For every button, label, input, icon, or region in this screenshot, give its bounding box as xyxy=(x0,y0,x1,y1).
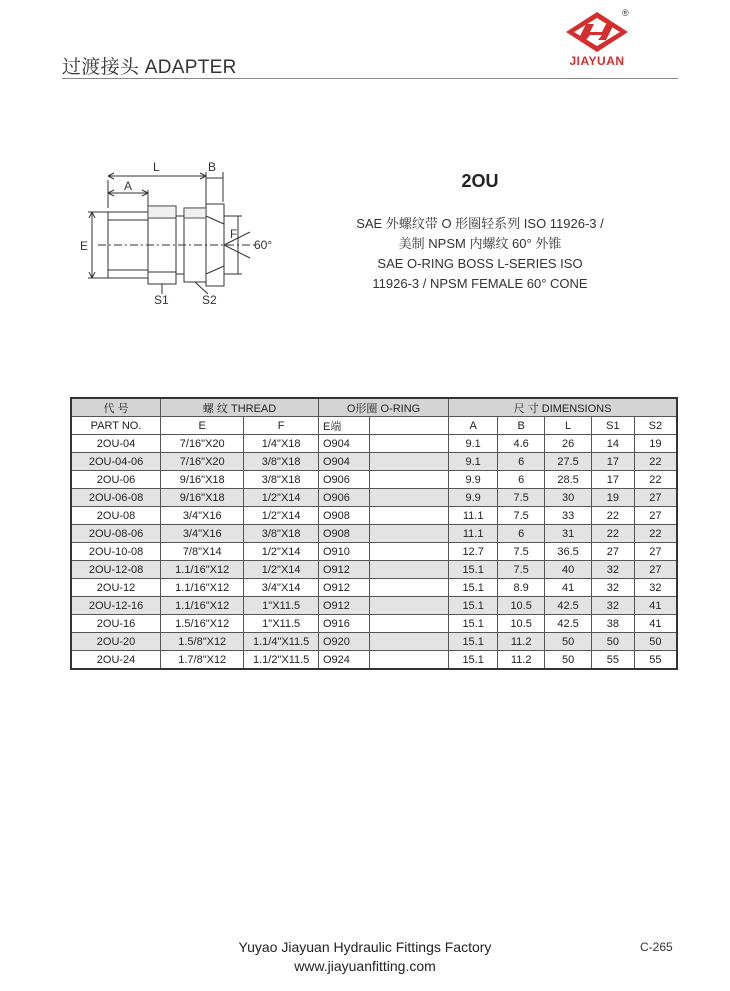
table-cell: 55 xyxy=(592,651,635,670)
dim-label-S1: S1 xyxy=(154,293,169,307)
table-cell: 2OU-20 xyxy=(71,633,161,651)
table-cell: 7.5 xyxy=(498,561,545,579)
table-cell: 15.1 xyxy=(449,579,498,597)
table-cell: 1.1/16"X12 xyxy=(161,597,244,615)
table-row xyxy=(71,525,677,543)
table-cell: 1/2"X14 xyxy=(244,489,319,507)
column-header: S1 xyxy=(592,417,635,435)
table-cell: 27 xyxy=(634,507,677,525)
footer-website[interactable]: www.jiayuanfitting.com xyxy=(294,958,436,974)
table-cell xyxy=(370,651,449,670)
table-cell: O904 xyxy=(318,453,369,471)
table-cell xyxy=(370,561,449,579)
table-cell: 2OU-24 xyxy=(71,651,161,670)
table-cell: 2OU-06-08 xyxy=(71,489,161,507)
table-cell: 2OU-08 xyxy=(71,507,161,525)
description-line: SAE O-RING BOSS L-SERIES ISO xyxy=(377,256,583,271)
table-cell: 2OU-16 xyxy=(71,615,161,633)
table-cell: 9/16"X18 xyxy=(161,471,244,489)
table-cell: 15.1 xyxy=(449,633,498,651)
header-code: 代 号 xyxy=(71,398,161,417)
table-cell xyxy=(370,489,449,507)
page-number: C-265 xyxy=(640,940,673,954)
column-header: A xyxy=(449,417,498,435)
dim-label-S2: S2 xyxy=(202,293,217,307)
fitting-drawing xyxy=(78,160,298,310)
table-row xyxy=(71,543,677,561)
table-cell: 32 xyxy=(634,579,677,597)
table-cell: 11.1 xyxy=(449,507,498,525)
table-cell: 15.1 xyxy=(449,561,498,579)
table-cell: 9.1 xyxy=(449,435,498,453)
table-cell: 7/16"X20 xyxy=(161,453,244,471)
table-cell: 40 xyxy=(545,561,592,579)
table-cell: 10.5 xyxy=(498,615,545,633)
table-cell: 9.9 xyxy=(449,471,498,489)
table-cell xyxy=(370,507,449,525)
table-cell: 27.5 xyxy=(545,453,592,471)
table-cell: 27 xyxy=(634,543,677,561)
table-cell: 1/2"X14 xyxy=(244,561,319,579)
description-line: SAE 外螺纹带 O 形圈轻系列 ISO 11926-3 / xyxy=(356,216,604,231)
table-cell: O916 xyxy=(318,615,369,633)
dim-label-E: E xyxy=(80,239,89,253)
table-cell: O906 xyxy=(318,471,369,489)
table-cell: 3/8"X18 xyxy=(244,471,319,489)
table-cell: O904 xyxy=(318,435,369,453)
column-header: E端 xyxy=(318,417,369,435)
table-row xyxy=(71,597,677,615)
column-header: PART NO. xyxy=(71,417,161,435)
table-cell: 7/16"X20 xyxy=(161,435,244,453)
table-row xyxy=(71,579,677,597)
table-cell: 1.7/8"X12 xyxy=(161,651,244,670)
table-row xyxy=(71,435,677,453)
table-cell: 1"X11.5 xyxy=(244,615,319,633)
table-cell xyxy=(370,453,449,471)
table-group-header xyxy=(71,398,677,417)
table-cell: 32 xyxy=(592,579,635,597)
product-code: 2OU xyxy=(461,171,499,191)
table-cell: 32 xyxy=(592,561,635,579)
table-cell xyxy=(370,525,449,543)
table-cell: 28.5 xyxy=(545,471,592,489)
table-cell: 1"X11.5 xyxy=(244,597,319,615)
description-line: 11926-3 / NPSM FEMALE 60° CONE xyxy=(372,276,588,291)
table-cell: 3/4"X14 xyxy=(244,579,319,597)
table-cell: 32 xyxy=(592,597,635,615)
table-cell: 9.1 xyxy=(449,453,498,471)
table-cell: 11.2 xyxy=(498,651,545,670)
page-title: 过渡接头 ADAPTER xyxy=(62,57,237,78)
registered-mark: ® xyxy=(622,8,629,18)
table-cell: 8.9 xyxy=(498,579,545,597)
column-header: S2 xyxy=(634,417,677,435)
table-cell: 26 xyxy=(545,435,592,453)
table-cell xyxy=(370,633,449,651)
table-cell: 27 xyxy=(634,561,677,579)
table-cell: 22 xyxy=(592,507,635,525)
table-cell: 1.1/16"X12 xyxy=(161,561,244,579)
table-cell: 7.5 xyxy=(498,489,545,507)
table-cell: 10.5 xyxy=(498,597,545,615)
table-cell: 2OU-12-08 xyxy=(71,561,161,579)
column-header: F xyxy=(244,417,319,435)
table-cell: 50 xyxy=(592,633,635,651)
table-cell: 22 xyxy=(634,471,677,489)
table-cell: 2OU-12-16 xyxy=(71,597,161,615)
table-cell: 4.6 xyxy=(498,435,545,453)
table-cell: 3/4"X16 xyxy=(161,507,244,525)
table-cell: 15.1 xyxy=(449,651,498,670)
table-cell: O908 xyxy=(318,525,369,543)
table-cell: 22 xyxy=(634,453,677,471)
table-cell: 22 xyxy=(634,525,677,543)
table-cell: O912 xyxy=(318,561,369,579)
header-divider xyxy=(62,78,678,79)
dim-label-angle: 60° xyxy=(254,238,273,252)
table-cell: 55 xyxy=(634,651,677,670)
table-cell: 9.9 xyxy=(449,489,498,507)
table-cell: 38 xyxy=(592,615,635,633)
table-cell: 36.5 xyxy=(545,543,592,561)
table-cell: 1.1/4"X11.5 xyxy=(244,633,319,651)
table-cell: 6 xyxy=(498,525,545,543)
table-cell: O906 xyxy=(318,489,369,507)
table-cell: O910 xyxy=(318,543,369,561)
table-cell: 9/16"X18 xyxy=(161,489,244,507)
table-cell: 2OU-12 xyxy=(71,579,161,597)
table-row xyxy=(71,471,677,489)
table-row xyxy=(71,561,677,579)
dim-label-A: A xyxy=(124,179,133,193)
table-cell: 1.5/16"X12 xyxy=(161,615,244,633)
table-cell: 3/8"X18 xyxy=(244,525,319,543)
column-header xyxy=(370,417,449,435)
table-cell: 11.1 xyxy=(449,525,498,543)
table-cell: 33 xyxy=(545,507,592,525)
table-cell: 1/4"X18 xyxy=(244,435,319,453)
dim-label-F: F xyxy=(230,227,238,241)
table-cell: 42.5 xyxy=(545,615,592,633)
table-cell: 1.1/16"X12 xyxy=(161,579,244,597)
table-cell: 3/8"X18 xyxy=(244,453,319,471)
table-cell: 41 xyxy=(634,597,677,615)
table-cell: 27 xyxy=(592,543,635,561)
table-cell: 3/4"X16 xyxy=(161,525,244,543)
table-cell: 17 xyxy=(592,471,635,489)
table-cell: 27 xyxy=(634,489,677,507)
table-cell: O912 xyxy=(318,579,369,597)
table-cell: O908 xyxy=(318,507,369,525)
table-cell: 1.5/8"X12 xyxy=(161,633,244,651)
company-logo xyxy=(558,8,636,72)
table-cell: 15.1 xyxy=(449,597,498,615)
column-header: L xyxy=(545,417,592,435)
table-cell: 30 xyxy=(545,489,592,507)
table-row xyxy=(71,507,677,525)
table-row xyxy=(71,633,677,651)
table-cell: 50 xyxy=(545,651,592,670)
table-column-header xyxy=(71,417,677,435)
table-cell: O912 xyxy=(318,597,369,615)
specification-table xyxy=(70,397,678,670)
table-cell: 1.1/2"X11.5 xyxy=(244,651,319,670)
table-cell: 12.7 xyxy=(449,543,498,561)
table-cell: 42.5 xyxy=(545,597,592,615)
table-cell: 31 xyxy=(545,525,592,543)
table-cell: 1/2"X14 xyxy=(244,543,319,561)
dim-label-L: L xyxy=(153,160,160,174)
column-header: B xyxy=(498,417,545,435)
table-row xyxy=(71,651,677,670)
table-cell: 15.1 xyxy=(449,615,498,633)
table-cell: 2OU-10-08 xyxy=(71,543,161,561)
table-cell: 7.5 xyxy=(498,543,545,561)
header-oring: O形圈 O-RING xyxy=(318,398,448,417)
table-row xyxy=(71,615,677,633)
table-cell: O920 xyxy=(318,633,369,651)
product-description xyxy=(318,214,642,294)
description-line: 美制 NPSM 内螺纹 60° 外锥 xyxy=(398,236,562,251)
table-row xyxy=(71,453,677,471)
table-cell: 19 xyxy=(592,489,635,507)
table-cell: 7.5 xyxy=(498,507,545,525)
table-cell: 6 xyxy=(498,453,545,471)
table-cell: 50 xyxy=(634,633,677,651)
table-cell: 22 xyxy=(592,525,635,543)
table-cell: 2OU-08-06 xyxy=(71,525,161,543)
table-cell: O924 xyxy=(318,651,369,670)
table-cell: 2OU-04 xyxy=(71,435,161,453)
table-row xyxy=(71,489,677,507)
table-cell: 19 xyxy=(634,435,677,453)
column-header: E xyxy=(161,417,244,435)
table-cell: 41 xyxy=(545,579,592,597)
table-cell: 17 xyxy=(592,453,635,471)
table-cell: 2OU-04-06 xyxy=(71,453,161,471)
table-cell: 50 xyxy=(545,633,592,651)
table-cell: 41 xyxy=(634,615,677,633)
table-cell xyxy=(370,543,449,561)
table-cell: 11.2 xyxy=(498,633,545,651)
header-thread: 螺 纹 THREAD xyxy=(161,398,319,417)
footer-company: Yuyao Jiayuan Hydraulic Fittings Factory xyxy=(238,939,492,955)
table-cell: 7/8"X14 xyxy=(161,543,244,561)
dim-label-B: B xyxy=(208,160,217,174)
table-cell xyxy=(370,597,449,615)
header-dimensions: 尺 寸 DIMENSIONS xyxy=(449,398,677,417)
table-cell: 14 xyxy=(592,435,635,453)
table-cell: 6 xyxy=(498,471,545,489)
table-cell: 2OU-06 xyxy=(71,471,161,489)
table-cell xyxy=(370,579,449,597)
table-cell: 1/2"X14 xyxy=(244,507,319,525)
table-cell xyxy=(370,471,449,489)
table-cell xyxy=(370,435,449,453)
logo-text: JIAYUAN xyxy=(569,54,625,68)
table-cell xyxy=(370,615,449,633)
